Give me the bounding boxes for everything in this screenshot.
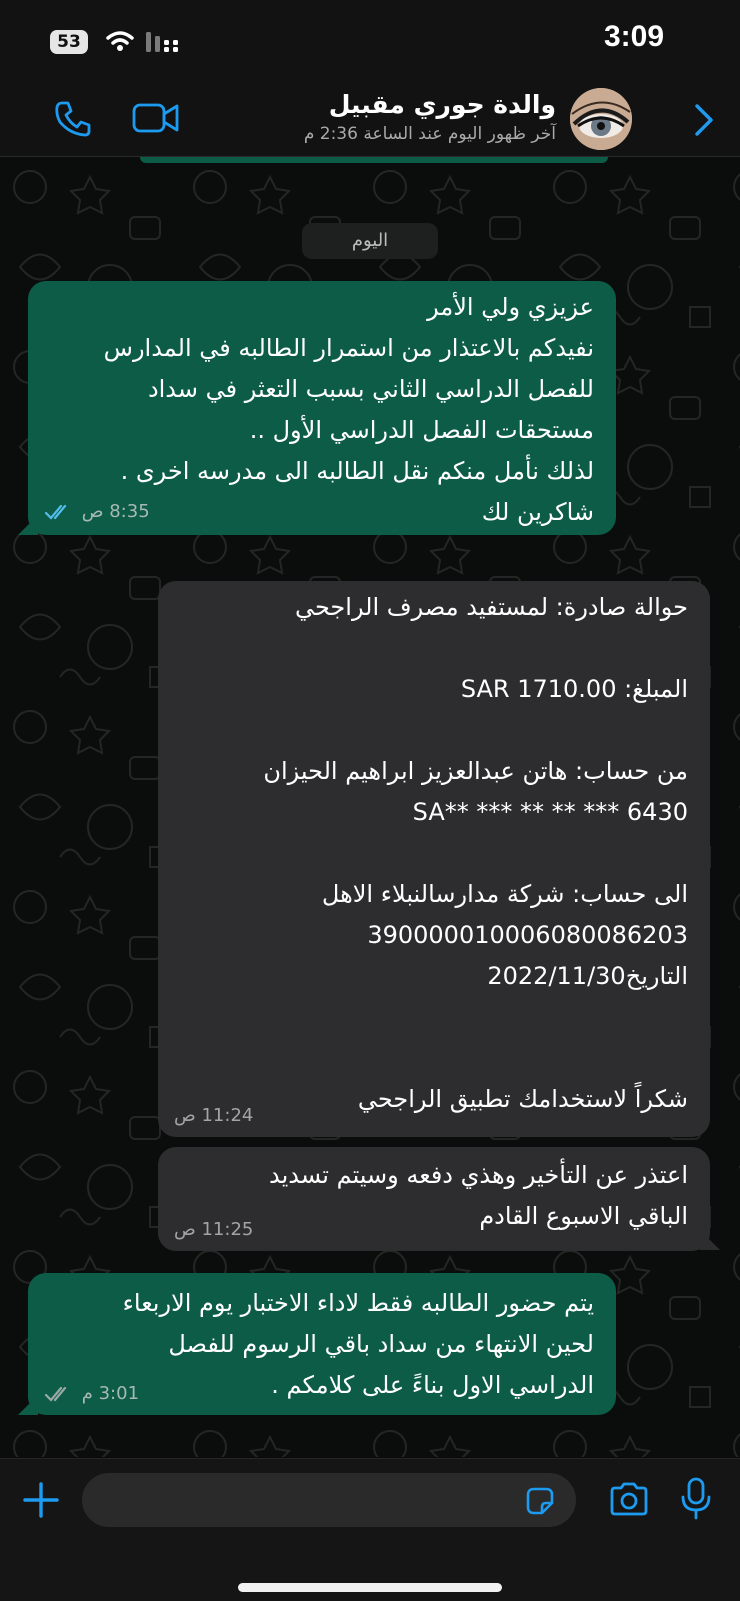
- double-check-read-icon: [44, 504, 72, 520]
- avatar[interactable]: [570, 88, 632, 150]
- message-bubble-outgoing[interactable]: [28, 1273, 616, 1415]
- message-bubble-incoming[interactable]: [158, 1147, 710, 1251]
- message-text: حوالة صادرة: لمستفيد مصرف الراجحي المبلغ: SAR 1710.00 من حساب: هاتن عبدالعزيز ابراهيم الحيزان SA** *** ** ** *** 6430 الى حساب: شركة مدارسالنبلاء الاهل 390000010006080086203 التاريخ2022/11/30 شكراً لاستخدامك تطبيق الراجحي: [263, 593, 688, 1113]
- chat-header: [0, 84, 740, 157]
- video-camera-icon[interactable]: [132, 100, 180, 136]
- chevron-right-icon[interactable]: [692, 102, 716, 138]
- status-bar: [0, 0, 740, 84]
- message-input-box[interactable]: [82, 1473, 576, 1527]
- message-time: 3:01 م: [81, 1383, 140, 1404]
- chat-area[interactable]: [0, 157, 740, 1457]
- home-indicator[interactable]: [238, 1583, 502, 1592]
- message-bubble-incoming[interactable]: [158, 581, 710, 1137]
- message-meta: [44, 1383, 139, 1404]
- message-input[interactable]: [102, 1481, 506, 1521]
- microphone-icon[interactable]: [680, 1477, 712, 1521]
- message-bubble-outgoing[interactable]: [28, 281, 616, 535]
- message-text: اعتذر عن التأخير وهذي دفعه وسيتم تسديد الباقي الاسبوع القادم: [269, 1161, 688, 1230]
- last-seen-status: آخر ظهور اليوم عند الساعة 2:36 م: [303, 124, 556, 144]
- plus-icon[interactable]: [22, 1481, 60, 1519]
- message-meta: [44, 501, 150, 522]
- cellular-signal-icon: [146, 32, 180, 52]
- message-time: 8:35 ص: [81, 501, 150, 522]
- status-time: 3:09: [603, 20, 664, 53]
- contact-name[interactable]: والدة جوري مقبيل: [328, 90, 556, 119]
- message-time: 11:25 ص: [174, 1219, 254, 1240]
- message-text: يتم حضور الطالبه فقط لاداء الاختبار يوم الاربعاء لحين الانتهاء من سداد باقي الرسوم للفصل الدراسي الاول بناءً على كلامكم .: [122, 1289, 594, 1399]
- battery-indicator: 53: [50, 30, 88, 54]
- previous-message-edge: [140, 157, 608, 163]
- date-divider: اليوم: [302, 223, 438, 259]
- camera-icon[interactable]: [608, 1481, 650, 1517]
- message-composer: [0, 1458, 740, 1601]
- message-time: 11:24 ص: [174, 1105, 254, 1126]
- phone-icon[interactable]: [54, 100, 92, 138]
- double-check-delivered-icon: [44, 1386, 72, 1402]
- wifi-icon: [106, 30, 134, 52]
- message-text: عزيزي ولي الأمر نفيدكم بالاعتذار من استمرار الطالبه في المدارس للفصل الدراسي الثاني بسبب التعثر في سداد مستحقات الفصل الدراسي الأول .. لذلك نأمل منكم نقل الطالبه الى مدرسه اخرى . شاكرين لك: [103, 293, 594, 526]
- sticker-icon[interactable]: [524, 1485, 556, 1517]
